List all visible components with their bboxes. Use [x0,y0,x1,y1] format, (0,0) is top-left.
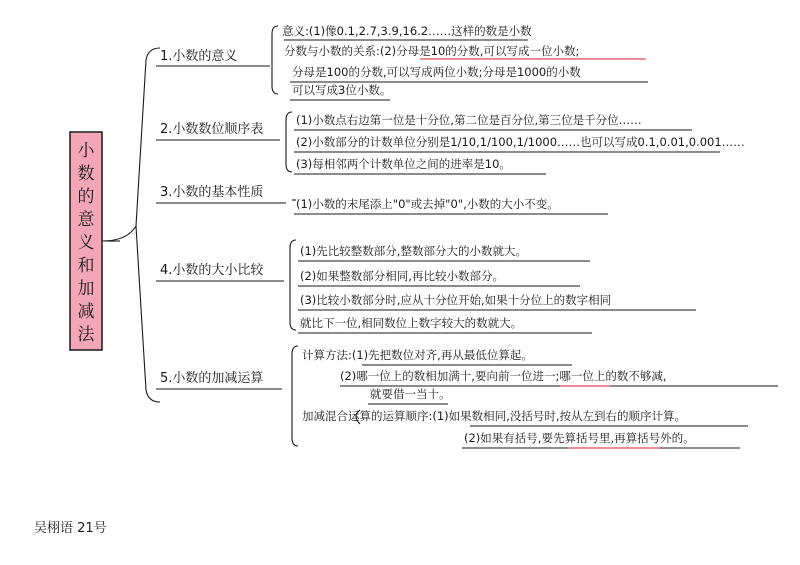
root-title-char: 小 [77,141,95,161]
root-node [70,132,102,350]
b4-item-3: (3)比较小数部分时,应从十分位开始,如果十分位上的数字相同 [300,293,612,307]
branch-1-label: 1.小数的意义 [160,49,238,64]
signature: 吴栩语 21号 [34,521,107,536]
b5-item-3: 就要借一当十。 [370,387,451,401]
root-title-char: 义 [77,233,95,253]
branch-5 [156,346,298,446]
b5-item-5: (2)如果有括号,要先算括号里,再算括号外的。 [464,431,695,445]
root-brace-top [102,48,160,241]
b5-item-1: 计算方法:(1)先把数位对齐,再从最低位算起。 [302,348,533,362]
branch-4-items [298,244,696,333]
b3-item-1: (1)小数的末尾添上"0"或去掉"0",小数的大小不变。 [296,197,559,211]
root-brace-bottom [136,226,160,402]
root-title-char: 加 [77,279,95,299]
root-title-char: 意 [77,210,95,230]
b2-item-1: (1)小数点右边第一位是十分位,第二位是百分位,第三位是千分位…… [296,113,642,127]
branch-1-brace [272,26,278,94]
b4-item-4: 就比下一位,相同数位上数字较大的数就大。 [300,316,523,330]
b2-item-3: (3)每相邻两个计数单位之间的进率是10。 [296,157,511,171]
branch-5-label: 5.小数的加减运算 [160,371,264,386]
branch-4-label: 4.小数的大小比较 [160,263,264,278]
root-title-char: 和 [77,256,95,276]
b1-item-3: 分母是100的分数,可以写成两位小数;分母是1000的小数 [292,65,581,79]
b1-item-1: 意义:(1)像0.1,2.7,3.9,16.2……这样的数是小数 [282,24,532,38]
b2-item-2: (2)小数部分的计数单位分别是1/10,1/100,1/1000……也可以写成0.1,0.01,0.001…… [296,135,745,149]
b4-item-1: (1)先比较整数部分,整数部分大的小数就大。 [300,244,527,258]
b1-item-2: 分数与小数的关系:(2)分母是10的分数,可以写成一位小数; [284,44,580,58]
root-title [78,141,96,345]
branch-3 [156,184,286,203]
branch-3-label: 3.小数的基本性质 [160,185,264,200]
branch-2 [156,112,292,172]
root-title-char: 减 [77,302,95,322]
root-title-char: 法 [77,325,95,345]
branch-4-brace [290,240,296,330]
b1-item-4: 可以写成3位小数。 [292,83,392,97]
branch-2-items [294,113,745,174]
branch-2-label: 2.小数数位顺序表 [160,122,264,137]
branch-4 [156,240,296,330]
branch-5-brace [292,346,298,446]
branch-5-items [302,348,778,448]
b5-item-4: 加减混合运算的运算顺序:(1)如果数相同,没括号时,按从左到右的顺序计算。 [302,409,686,423]
branch-1-items [282,24,648,100]
branch-1 [156,26,278,94]
b4-item-2: (2)如果整数部分相同,再比较小数部分。 [300,269,504,283]
root-title-char: 的 [77,187,95,207]
root-title-char: 数 [77,164,95,184]
b5-item-2: (2)哪一位上的数相加满十,要向前一位进一;哪一位上的数不够减, [340,369,667,383]
branch-3-items [292,197,608,214]
branch-2-brace [286,112,292,172]
